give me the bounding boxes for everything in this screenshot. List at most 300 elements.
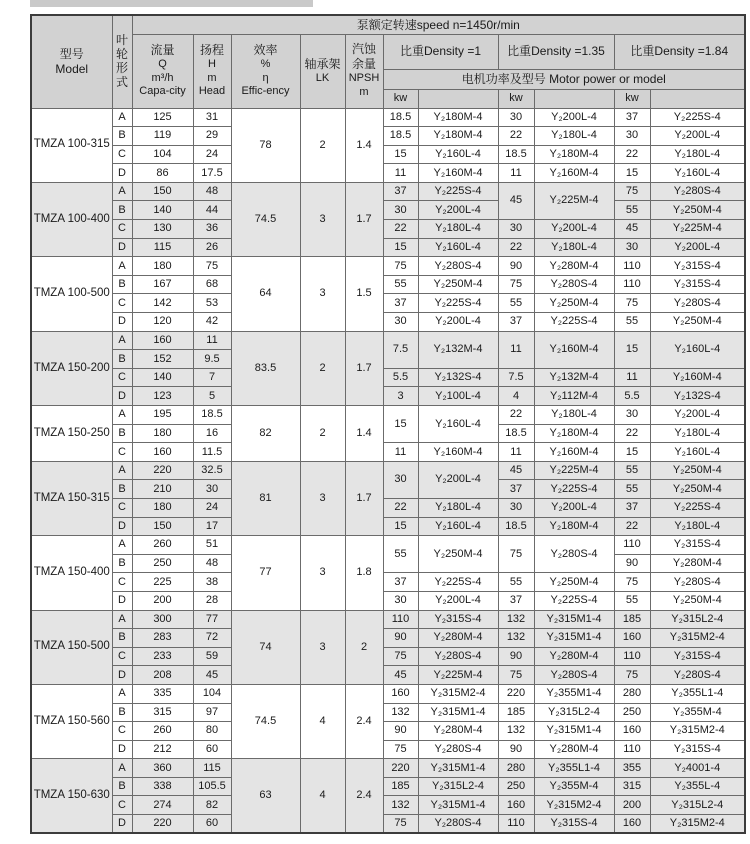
header-impeller-char: 式: [115, 74, 128, 89]
kw-cell: 11: [383, 443, 418, 462]
header-bearing-en: LK: [315, 71, 330, 84]
motor-model-cell: Y₂280M-4: [534, 740, 614, 759]
header-impeller-char: 轮: [115, 46, 128, 61]
kw-cell: 75: [614, 666, 650, 685]
header-row-speed: [31, 15, 745, 34]
table-row: [31, 647, 745, 666]
kw-cell: 110: [383, 610, 418, 629]
head-cell: 104: [193, 684, 231, 703]
motor-model-cell: Y₂315S-4: [650, 275, 745, 294]
header-kw-spacer: [650, 89, 745, 108]
header-npsh: [345, 34, 383, 108]
head-cell: 24: [193, 145, 231, 164]
impeller-cell: C: [112, 220, 132, 239]
kw-cell: 37: [614, 108, 650, 127]
kw-cell: 30: [614, 127, 650, 146]
kw-cell: 30: [498, 108, 534, 127]
table-row: [31, 443, 745, 462]
capacity-cell: 315: [132, 703, 193, 722]
impeller-cell: C: [112, 443, 132, 462]
motor-model-cell: Y₂160L-4: [418, 238, 498, 257]
npsh-cell: 2.4: [345, 759, 383, 833]
pump-spec-table: [30, 14, 746, 834]
header-model: [31, 15, 112, 108]
motor-model-cell: Y₂200L-4: [534, 220, 614, 239]
npsh-cell: 1.4: [345, 108, 383, 182]
kw-cell: 22: [383, 498, 418, 517]
motor-model-cell: Y₂280M-4: [418, 722, 498, 741]
motor-model-cell: Y₂280S-4: [650, 294, 745, 313]
table-row: [31, 238, 745, 257]
motor-model-cell: Y₂280S-4: [418, 740, 498, 759]
kw-cell: 45: [383, 666, 418, 685]
table-row: [31, 313, 745, 332]
kw-cell: 22: [614, 424, 650, 443]
kw-cell: 18.5: [383, 108, 418, 127]
header-npsh-cn1: 汽蚀: [351, 42, 376, 57]
head-cell: 11.5: [193, 443, 231, 462]
kw-cell: 55: [498, 294, 534, 313]
kw-cell: 22: [498, 238, 534, 257]
table-row: [31, 498, 745, 517]
motor-model-cell: Y₂280M-4: [418, 629, 498, 648]
bearing-frame-cell: 2: [300, 331, 345, 405]
motor-model-cell: Y₂200L-4: [534, 108, 614, 127]
motor-model-cell: Y₂160M-4: [418, 443, 498, 462]
motor-model-cell: Y₂200L-4: [418, 591, 498, 610]
motor-model-cell: Y₂315S-4: [650, 257, 745, 276]
table-row: [31, 257, 745, 276]
header-density-1: 比重Density =1: [383, 34, 498, 69]
kw-cell: 15: [614, 443, 650, 462]
table-row: [31, 666, 745, 685]
efficiency-cell: 77: [231, 536, 300, 610]
table-row: [31, 796, 745, 815]
kw-cell: 90: [498, 257, 534, 276]
table-row: [31, 294, 745, 313]
kw-cell: 200: [614, 796, 650, 815]
capacity-cell: 300: [132, 610, 193, 629]
header-head-unit: m: [207, 71, 217, 84]
kw-cell: 37: [498, 591, 534, 610]
kw-cell: 90: [498, 740, 534, 759]
impeller-cell: D: [112, 238, 132, 257]
head-cell: 17: [193, 517, 231, 536]
impeller-cell: A: [112, 108, 132, 127]
motor-model-cell: Y₂180L-4: [534, 238, 614, 257]
kw-cell: 220: [383, 759, 418, 778]
header-head-cn: 扬程: [199, 42, 224, 57]
kw-cell: 11: [614, 368, 650, 387]
table-row: [31, 722, 745, 741]
kw-cell: 11: [498, 443, 534, 462]
bearing-frame-cell: 2: [300, 406, 345, 462]
table-row: [31, 164, 745, 183]
bearing-frame-cell: 2: [300, 108, 345, 182]
efficiency-cell: 64: [231, 257, 300, 331]
kw-cell: 37: [498, 313, 534, 332]
table-row: [31, 777, 745, 796]
model-cell: TMZA 150-560: [31, 684, 112, 758]
capacity-cell: 125: [132, 108, 193, 127]
table-row: [31, 368, 745, 387]
motor-model-cell: Y₂280S-4: [418, 257, 498, 276]
model-cell: TMZA 150-200: [31, 331, 112, 405]
impeller-cell: A: [112, 182, 132, 201]
head-cell: 51: [193, 536, 231, 555]
kw-cell: 55: [614, 480, 650, 499]
impeller-cell: A: [112, 610, 132, 629]
capacity-cell: 335: [132, 684, 193, 703]
capacity-cell: 104: [132, 145, 193, 164]
kw-cell: 22: [498, 127, 534, 146]
motor-model-cell: Y₂225S-4: [418, 182, 498, 201]
impeller-cell: D: [112, 387, 132, 406]
kw-cell: 22: [383, 220, 418, 239]
header-impeller-char: 形: [115, 60, 128, 75]
motor-model-cell: Y₂180L-4: [650, 145, 745, 164]
capacity-cell: 180: [132, 257, 193, 276]
table-row: [31, 145, 745, 164]
table-row: [31, 275, 745, 294]
kw-cell: 30: [383, 201, 418, 220]
impeller-cell: A: [112, 406, 132, 425]
impeller-cell: A: [112, 536, 132, 555]
header-kw-spacer: [534, 89, 614, 108]
impeller-cell: B: [112, 201, 132, 220]
kw-cell: 30: [498, 220, 534, 239]
motor-model-cell: Y₂280M-4: [534, 647, 614, 666]
kw-cell: 7.5: [383, 331, 418, 368]
capacity-cell: 180: [132, 424, 193, 443]
header-head-symbol: H: [208, 57, 216, 70]
capacity-cell: 140: [132, 368, 193, 387]
header-efficiency: [231, 34, 300, 108]
kw-cell: 55: [614, 461, 650, 480]
impeller-cell: D: [112, 517, 132, 536]
motor-model-cell: Y₂160L-4: [418, 406, 498, 443]
capacity-cell: 212: [132, 740, 193, 759]
bearing-frame-cell: 3: [300, 536, 345, 610]
efficiency-cell: 81: [231, 461, 300, 535]
npsh-cell: 1.7: [345, 182, 383, 256]
kw-cell: 15: [383, 145, 418, 164]
kw-cell: 5.5: [614, 387, 650, 406]
kw-cell: 55: [383, 275, 418, 294]
head-cell: 44: [193, 201, 231, 220]
motor-model-cell: Y₂280S-4: [534, 666, 614, 685]
kw-cell: 280: [498, 759, 534, 778]
motor-model-cell: Y₂315M2-4: [534, 796, 614, 815]
kw-cell: 11: [498, 331, 534, 368]
motor-model-cell: Y₂315S-4: [650, 536, 745, 555]
model-cell: TMZA 150-250: [31, 406, 112, 462]
motor-model-cell: Y₂315L2-4: [534, 703, 614, 722]
impeller-cell: A: [112, 759, 132, 778]
table-row: [31, 220, 745, 239]
motor-model-cell: Y₂200L-4: [650, 127, 745, 146]
impeller-cell: D: [112, 666, 132, 685]
impeller-cell: B: [112, 350, 132, 369]
top-decoration-strip: [30, 0, 313, 7]
kw-cell: 90: [383, 629, 418, 648]
motor-model-cell: Y₂315L2-4: [650, 610, 745, 629]
capacity-cell: 220: [132, 815, 193, 834]
table-row: [31, 406, 745, 425]
kw-cell: 15: [614, 164, 650, 183]
motor-model-cell: Y₂280S-4: [650, 573, 745, 592]
head-cell: 45: [193, 666, 231, 685]
motor-model-cell: Y₂315M1-4: [418, 759, 498, 778]
motor-model-cell: Y₂112M-4: [534, 387, 614, 406]
motor-model-cell: Y₂160M-4: [650, 368, 745, 387]
motor-model-cell: Y₂355L-4: [650, 777, 745, 796]
table-row: [31, 331, 745, 350]
header-npsh-en: NPSH: [348, 72, 380, 85]
kw-cell: 75: [614, 182, 650, 201]
header-bearing-cn: 轴承架: [304, 56, 341, 71]
kw-cell: 185: [614, 610, 650, 629]
capacity-cell: 119: [132, 127, 193, 146]
impeller-cell: C: [112, 796, 132, 815]
capacity-cell: 130: [132, 220, 193, 239]
bearing-frame-cell: 3: [300, 182, 345, 256]
motor-model-cell: Y₂200L-4: [650, 406, 745, 425]
motor-model-cell: Y₂160L-4: [418, 517, 498, 536]
motor-model-cell: Y₂315L2-4: [650, 796, 745, 815]
kw-cell: 90: [383, 722, 418, 741]
capacity-cell: 225: [132, 573, 193, 592]
kw-cell: 75: [383, 815, 418, 834]
npsh-cell: 1.4: [345, 406, 383, 462]
table-row: [31, 201, 745, 220]
motor-model-cell: Y₂250M-4: [650, 591, 745, 610]
efficiency-cell: 82: [231, 406, 300, 462]
head-cell: 24: [193, 498, 231, 517]
npsh-cell: 1.5: [345, 257, 383, 331]
motor-model-cell: Y₂225S-4: [650, 108, 745, 127]
head-cell: 82: [193, 796, 231, 815]
table-row: [31, 108, 745, 127]
efficiency-cell: 74: [231, 610, 300, 684]
kw-cell: 75: [383, 647, 418, 666]
head-cell: 16: [193, 424, 231, 443]
motor-model-cell: Y₂315M1-4: [418, 703, 498, 722]
capacity-cell: 160: [132, 443, 193, 462]
motor-model-cell: Y₂160L-4: [650, 164, 745, 183]
efficiency-cell: 83.5: [231, 331, 300, 405]
kw-cell: 90: [498, 647, 534, 666]
header-kw-spacer: [418, 89, 498, 108]
kw-cell: 45: [498, 461, 534, 480]
motor-model-cell: Y₂250M-4: [418, 275, 498, 294]
kw-cell: 315: [614, 777, 650, 796]
motor-model-cell: Y₂200L-4: [650, 238, 745, 257]
kw-cell: 132: [383, 703, 418, 722]
motor-model-cell: Y₂225S-4: [534, 480, 614, 499]
kw-cell: 15: [383, 406, 418, 443]
kw-cell: 132: [383, 796, 418, 815]
motor-model-cell: Y₂250M-4: [650, 313, 745, 332]
kw-cell: 45: [614, 220, 650, 239]
model-cell: TMZA 150-315: [31, 461, 112, 535]
impeller-cell: C: [112, 573, 132, 592]
header-impeller-type: [112, 15, 132, 108]
head-cell: 32.5: [193, 461, 231, 480]
kw-cell: 75: [498, 275, 534, 294]
motor-model-cell: Y₂160L-4: [650, 443, 745, 462]
motor-model-cell: Y₂100L-4: [418, 387, 498, 406]
kw-cell: 30: [614, 406, 650, 425]
head-cell: 68: [193, 275, 231, 294]
kw-cell: 37: [383, 182, 418, 201]
kw-cell: 18.5: [498, 145, 534, 164]
motor-model-cell: Y₂180L-4: [534, 127, 614, 146]
table-row: [31, 127, 745, 146]
kw-cell: 22: [614, 145, 650, 164]
head-cell: 75: [193, 257, 231, 276]
header-head-en: Head: [198, 85, 226, 98]
kw-cell: 75: [383, 740, 418, 759]
kw-cell: 55: [614, 591, 650, 610]
head-cell: 42: [193, 313, 231, 332]
impeller-cell: D: [112, 591, 132, 610]
npsh-cell: 1.7: [345, 331, 383, 405]
header-capacity-symbol: Q: [158, 57, 167, 70]
impeller-cell: D: [112, 313, 132, 332]
kw-cell: 160: [383, 684, 418, 703]
capacity-cell: 150: [132, 182, 193, 201]
table-row: [31, 629, 745, 648]
motor-model-cell: Y₂315M2-4: [418, 684, 498, 703]
kw-cell: 45: [498, 182, 534, 219]
motor-model-cell: Y₂315M2-4: [650, 722, 745, 741]
impeller-cell: A: [112, 257, 132, 276]
capacity-cell: 250: [132, 554, 193, 573]
impeller-cell: D: [112, 164, 132, 183]
kw-cell: 75: [614, 573, 650, 592]
kw-cell: 132: [498, 722, 534, 741]
kw-cell: 132: [498, 610, 534, 629]
kw-cell: 15: [383, 238, 418, 257]
bearing-frame-cell: 4: [300, 684, 345, 758]
efficiency-cell: 78: [231, 108, 300, 182]
motor-model-cell: Y₂250M-4: [534, 294, 614, 313]
kw-cell: 4: [498, 387, 534, 406]
motor-model-cell: Y₂180L-4: [534, 406, 614, 425]
bearing-frame-cell: 3: [300, 257, 345, 331]
motor-model-cell: Y₂315M1-4: [534, 610, 614, 629]
kw-cell: 15: [614, 331, 650, 368]
motor-model-cell: Y₂280M-4: [650, 554, 745, 573]
kw-cell: 185: [383, 777, 418, 796]
motor-model-cell: Y₂280S-4: [418, 647, 498, 666]
motor-model-cell: Y₂355L1-4: [650, 684, 745, 703]
kw-cell: 37: [383, 573, 418, 592]
motor-model-cell: Y₂225M-4: [534, 182, 614, 219]
kw-cell: 5.5: [383, 368, 418, 387]
capacity-cell: 86: [132, 164, 193, 183]
head-cell: 60: [193, 740, 231, 759]
head-cell: 115: [193, 759, 231, 778]
table-row: [31, 591, 745, 610]
capacity-cell: 260: [132, 536, 193, 555]
impeller-cell: B: [112, 777, 132, 796]
motor-model-cell: Y₂250M-4: [534, 573, 614, 592]
motor-model-cell: Y₂180M-4: [534, 424, 614, 443]
kw-cell: 55: [383, 536, 418, 573]
head-cell: 18.5: [193, 406, 231, 425]
capacity-cell: 200: [132, 591, 193, 610]
motor-model-cell: Y₂225M-4: [418, 666, 498, 685]
kw-cell: 18.5: [498, 424, 534, 443]
head-cell: 29: [193, 127, 231, 146]
impeller-cell: D: [112, 815, 132, 834]
motor-model-cell: Y₂280S-4: [534, 536, 614, 573]
motor-model-cell: Y₂160M-4: [534, 443, 614, 462]
header-npsh-cn2: 余量: [351, 57, 376, 72]
head-cell: 36: [193, 220, 231, 239]
impeller-cell: B: [112, 629, 132, 648]
head-cell: 7: [193, 368, 231, 387]
head-cell: 60: [193, 815, 231, 834]
kw-cell: 30: [383, 591, 418, 610]
kw-cell: 18.5: [383, 127, 418, 146]
motor-model-cell: Y₂355M-4: [650, 703, 745, 722]
kw-cell: 18.5: [498, 517, 534, 536]
npsh-cell: 2: [345, 610, 383, 684]
kw-cell: 132: [498, 629, 534, 648]
capacity-cell: 142: [132, 294, 193, 313]
motor-model-cell: Y₂180L-4: [650, 517, 745, 536]
header-density-184: 比重Density =1.84: [614, 34, 745, 69]
model-cell: TMZA 100-400: [31, 182, 112, 256]
motor-model-cell: Y₂280S-4: [534, 275, 614, 294]
head-cell: 11: [193, 331, 231, 350]
kw-cell: 250: [498, 777, 534, 796]
header-capacity-unit: m³/h: [151, 71, 174, 84]
head-cell: 30: [193, 480, 231, 499]
motor-model-cell: Y₂315M2-4: [650, 815, 745, 834]
motor-model-cell: Y₂180M-4: [418, 127, 498, 146]
motor-model-cell: Y₂200L-4: [534, 498, 614, 517]
capacity-cell: 150: [132, 517, 193, 536]
capacity-cell: 210: [132, 480, 193, 499]
head-cell: 17.5: [193, 164, 231, 183]
motor-model-cell: Y₂280S-4: [650, 182, 745, 201]
header-head: [193, 34, 231, 108]
capacity-cell: 338: [132, 777, 193, 796]
kw-cell: 7.5: [498, 368, 534, 387]
motor-model-cell: Y₂355M-4: [534, 777, 614, 796]
kw-cell: 160: [614, 629, 650, 648]
motor-model-cell: Y₂225S-4: [418, 573, 498, 592]
head-cell: 31: [193, 108, 231, 127]
header-motor-banner: 电机功率及型号 Motor power or model: [383, 69, 745, 89]
impeller-cell: C: [112, 145, 132, 164]
kw-cell: 30: [383, 313, 418, 332]
motor-model-cell: Y₂280S-4: [418, 815, 498, 834]
table-row: [31, 740, 745, 759]
kw-cell: 15: [383, 517, 418, 536]
capacity-cell: 152: [132, 350, 193, 369]
kw-cell: 220: [498, 684, 534, 703]
motor-model-cell: Y₂132S-4: [418, 368, 498, 387]
header-density-135: 比重Density =1.35: [498, 34, 614, 69]
header-model-cn: 型号: [59, 46, 84, 61]
motor-model-cell: Y₂180L-4: [650, 424, 745, 443]
header-kw-3: kw: [614, 89, 650, 108]
